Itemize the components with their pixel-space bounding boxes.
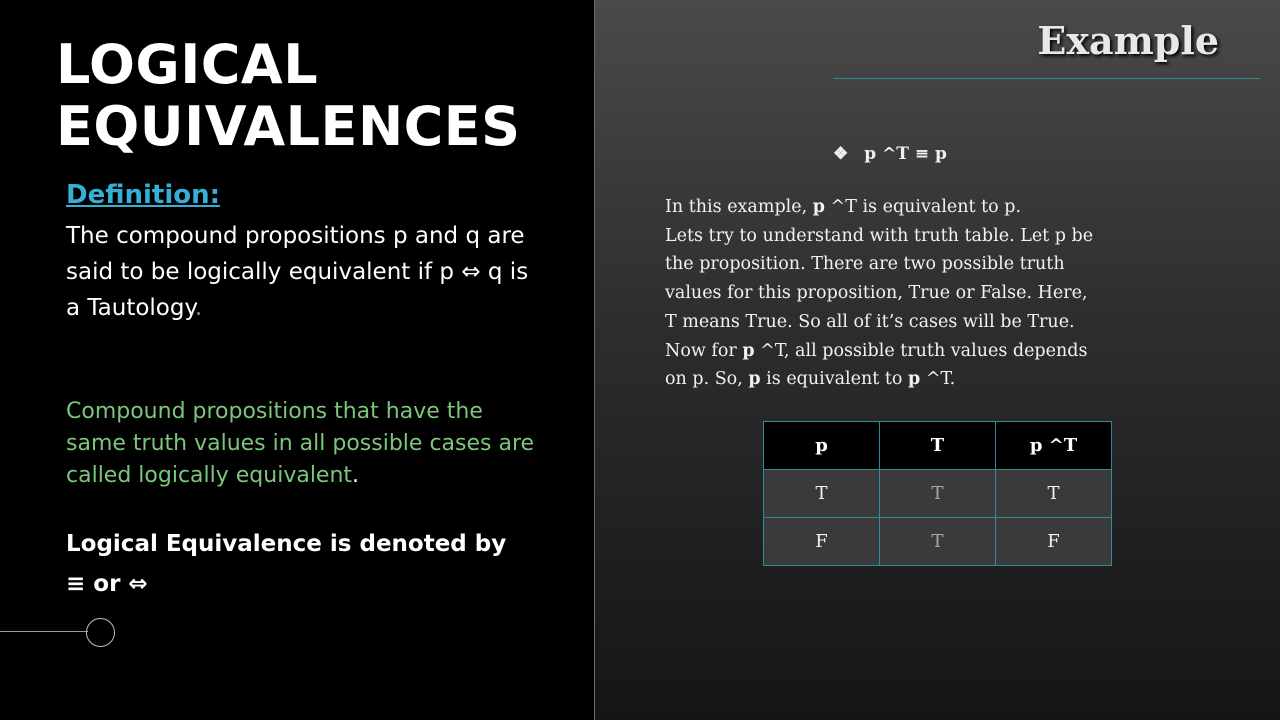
para-bold: p bbox=[908, 369, 921, 390]
compound-body: Compound propositions that have the same truth values in all possible cases are called logically equivalent bbox=[66, 399, 535, 488]
denoted-symbols: ≡ or ⇔ bbox=[66, 571, 148, 597]
right-panel bbox=[594, 0, 1280, 720]
para-text: ^T. bbox=[920, 369, 956, 390]
table-header-cell: p bbox=[764, 422, 880, 470]
title-line-2: EQUIVALENCES bbox=[56, 95, 521, 158]
para-bold: p bbox=[742, 340, 755, 361]
para-line-4: values for this proposition, True or False. Here, bbox=[665, 283, 1088, 304]
example-paragraph bbox=[665, 193, 1225, 394]
slide-title bbox=[56, 34, 521, 158]
para-text: ^T is equivalent to p. bbox=[824, 197, 1022, 217]
para-text: ^T, all possible truth values depends bbox=[754, 340, 1088, 361]
table-header-cell: p ^T bbox=[996, 422, 1112, 470]
left-panel bbox=[0, 0, 594, 720]
para-bold: p bbox=[812, 197, 825, 217]
table-header-row bbox=[764, 422, 1112, 470]
para-bold: p bbox=[748, 369, 761, 390]
definition-period: . bbox=[194, 295, 203, 321]
title-underline bbox=[833, 78, 1260, 79]
para-line-5: T means True. So all of it’s cases will be True. bbox=[665, 311, 1075, 332]
decorative-line bbox=[0, 631, 88, 632]
denoted-line: Logical Equivalence is denoted by bbox=[66, 531, 507, 557]
para-text: is equivalent to bbox=[760, 369, 909, 390]
table-cell: F bbox=[764, 518, 880, 566]
diamond-bullet-icon: ❖ bbox=[833, 144, 849, 164]
table-cell: T bbox=[996, 470, 1112, 518]
compound-text bbox=[66, 396, 546, 492]
table-cell: F bbox=[996, 518, 1112, 566]
definition-text bbox=[66, 218, 536, 326]
table-cell: T bbox=[880, 518, 996, 566]
para-line-7 bbox=[665, 365, 1225, 394]
definition-body: The compound propositions p and q are said to be logically equivalent if p ⇔ q is a Tautology bbox=[66, 223, 529, 321]
example-bullet bbox=[833, 144, 947, 164]
example-title: Example bbox=[1037, 18, 1219, 63]
para-line-3: the proposition. There are two possible truth bbox=[665, 254, 1065, 275]
truth-table bbox=[763, 421, 1112, 566]
para-line-1 bbox=[665, 193, 1225, 222]
table-cell: T bbox=[880, 470, 996, 518]
compound-period: . bbox=[352, 463, 360, 488]
bullet-text: p ^T ≡ p bbox=[864, 144, 947, 164]
para-text: on p. So, bbox=[665, 369, 749, 390]
decorative-circle-icon bbox=[86, 618, 115, 647]
para-line-6 bbox=[665, 337, 1225, 366]
title-line-1: LOGICAL bbox=[56, 33, 319, 96]
para-line-2: Lets try to understand with truth table. Let p be bbox=[665, 225, 1094, 246]
definition-heading: Definition: bbox=[66, 180, 221, 210]
table-row bbox=[764, 470, 1112, 518]
denoted-text bbox=[66, 524, 566, 604]
para-text: Now for bbox=[665, 340, 743, 361]
para-text: In this example, bbox=[665, 197, 813, 217]
table-header-cell: T bbox=[880, 422, 996, 470]
table-row bbox=[764, 518, 1112, 566]
table-cell: T bbox=[764, 470, 880, 518]
